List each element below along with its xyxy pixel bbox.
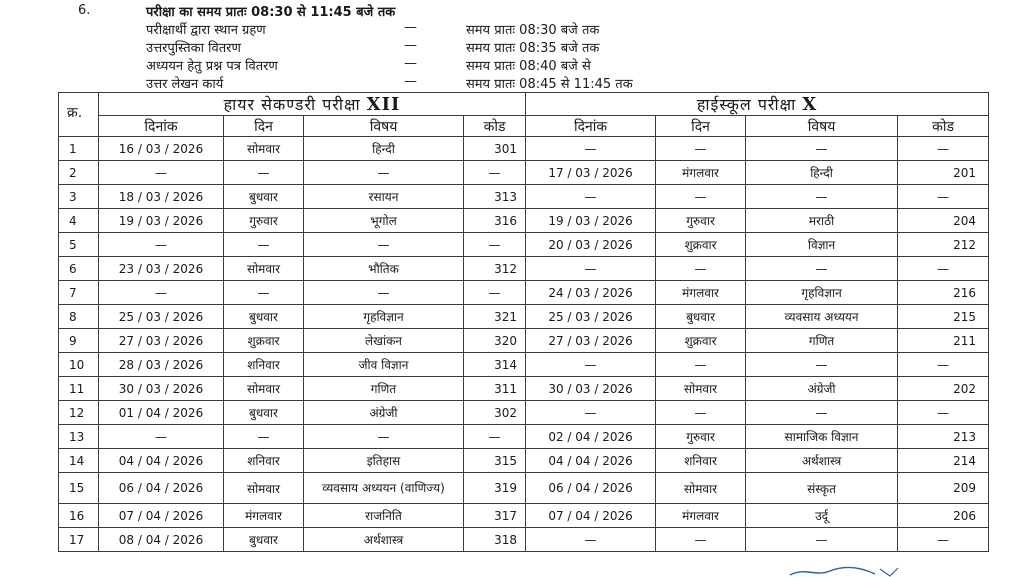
x-subject-cell: विज्ञान [746, 233, 898, 257]
x-subject-cell: गृहविज्ञान [746, 281, 898, 305]
schedule-item-dash: — [404, 38, 417, 53]
table-row [59, 329, 989, 353]
serial-number-cell: 3 [59, 185, 99, 209]
serial-number-cell: 14 [59, 449, 99, 473]
serial-number-cell: 5 [59, 233, 99, 257]
x-subject-cell: अंग्रेजी [746, 377, 898, 401]
table-row [59, 209, 989, 233]
column-header-day: दिन [224, 116, 304, 137]
x-date-cell: — [526, 528, 656, 552]
xii-day-cell: गुरुवार [224, 209, 304, 233]
x-code-cell: 211 [898, 329, 989, 353]
x-code-cell: 201 [898, 161, 989, 185]
x-code-cell: 204 [898, 209, 989, 233]
x-date-cell: 25 / 03 / 2026 [526, 305, 656, 329]
x-subject-cell: — [746, 137, 898, 161]
x-date-cell: 06 / 04 / 2026 [526, 473, 656, 504]
notice-header [0, 0, 1024, 92]
xii-day-cell: शुक्रवार [224, 329, 304, 353]
class-x-label: X [802, 94, 818, 115]
serial-number-cell: 10 [59, 353, 99, 377]
x-code-cell: 206 [898, 504, 989, 528]
column-header-subject: विषय [746, 116, 898, 137]
xii-subject-cell: हिन्दी [304, 137, 464, 161]
x-date-cell: 02 / 04 / 2026 [526, 425, 656, 449]
x-code-cell: 216 [898, 281, 989, 305]
xii-code-cell: 321 [464, 305, 526, 329]
table-row [59, 281, 989, 305]
xii-day-cell: सोमवार [224, 137, 304, 161]
x-code-cell: — [898, 353, 989, 377]
xii-subject-cell: लेखांकन [304, 329, 464, 353]
schedule-item [146, 74, 846, 91]
serial-number-cell: 7 [59, 281, 99, 305]
x-code-cell: — [898, 137, 989, 161]
xii-subject-cell: रसायन [304, 185, 464, 209]
x-day-cell: शनिवार [656, 449, 746, 473]
xii-date-cell: 18 / 03 / 2026 [99, 185, 224, 209]
x-date-cell: 07 / 04 / 2026 [526, 504, 656, 528]
x-code-cell: — [898, 528, 989, 552]
x-day-cell: सोमवार [656, 377, 746, 401]
serial-number-cell: 12 [59, 401, 99, 425]
schedule-item-time: समय प्रातः 08:35 बजे तक [466, 41, 600, 56]
x-day-cell: मंगलवार [656, 504, 746, 528]
serial-number-cell: 11 [59, 377, 99, 401]
x-subject-cell: उर्दू [746, 504, 898, 528]
xii-subject-cell: भौतिक [304, 257, 464, 281]
x-subject-cell: — [746, 185, 898, 209]
x-date-cell: 30 / 03 / 2026 [526, 377, 656, 401]
xii-subject-cell: इतिहास [304, 449, 464, 473]
xii-day-cell: बुधवार [224, 401, 304, 425]
xii-date-cell: — [99, 161, 224, 185]
x-code-cell: 209 [898, 473, 989, 504]
serial-number-cell: 2 [59, 161, 99, 185]
xii-date-cell: 06 / 04 / 2026 [99, 473, 224, 504]
x-code-cell: — [898, 401, 989, 425]
x-day-cell: — [656, 528, 746, 552]
xii-subject-cell: गृहविज्ञान [304, 305, 464, 329]
xii-day-cell: — [224, 281, 304, 305]
xii-code-cell: 311 [464, 377, 526, 401]
xii-subject-cell: व्यवसाय अध्ययन (वाणिज्य) [304, 473, 464, 504]
xii-subject-cell: — [304, 281, 464, 305]
x-subject-cell: अर्थशास्त्र [746, 449, 898, 473]
xii-subject-cell: अर्थशास्त्र [304, 528, 464, 552]
serial-number-cell: 16 [59, 504, 99, 528]
xii-code-cell: 315 [464, 449, 526, 473]
table-row [59, 377, 989, 401]
x-day-cell: — [656, 137, 746, 161]
xii-date-cell: — [99, 281, 224, 305]
x-date-cell: — [526, 185, 656, 209]
table-row [59, 185, 989, 209]
serial-number-cell: 9 [59, 329, 99, 353]
table-row [59, 161, 989, 185]
schedule-item-label: अध्ययन हेतु प्रश्न पत्र वितरण [146, 59, 278, 74]
xii-code-cell: 313 [464, 185, 526, 209]
schedule-item [146, 56, 846, 73]
column-header-code: कोड [898, 116, 989, 137]
serial-number-cell: 4 [59, 209, 99, 233]
x-date-cell: 24 / 03 / 2026 [526, 281, 656, 305]
xii-code-cell: 317 [464, 504, 526, 528]
schedule-item-label: उत्तरपुस्तिका वितरण [146, 41, 241, 56]
x-subject-cell: — [746, 257, 898, 281]
schedule-item [146, 20, 846, 37]
column-header-day: दिन [656, 116, 746, 137]
xii-day-cell: शनिवार [224, 353, 304, 377]
xii-date-cell: 19 / 03 / 2026 [99, 209, 224, 233]
xii-subject-cell: अंग्रेजी [304, 401, 464, 425]
xii-date-cell: 27 / 03 / 2026 [99, 329, 224, 353]
high-school-header [526, 93, 989, 116]
x-date-cell: 17 / 03 / 2026 [526, 161, 656, 185]
serial-number-cell: 17 [59, 528, 99, 552]
x-day-cell: — [656, 401, 746, 425]
xii-date-cell: 08 / 04 / 2026 [99, 528, 224, 552]
x-day-cell: मंगलवार [656, 281, 746, 305]
x-date-cell: — [526, 257, 656, 281]
xii-day-cell: बुधवार [224, 528, 304, 552]
schedule-item-time: समय प्रातः 08:45 से 11:45 तक [466, 77, 633, 92]
x-date-cell: — [526, 401, 656, 425]
xii-date-cell: 04 / 04 / 2026 [99, 449, 224, 473]
x-day-cell: सोमवार [656, 473, 746, 504]
xii-code-cell: — [464, 161, 526, 185]
table-row [59, 305, 989, 329]
x-date-cell: 19 / 03 / 2026 [526, 209, 656, 233]
table-row [59, 137, 989, 161]
x-day-cell: बुधवार [656, 305, 746, 329]
schedule-item-label: उत्तर लेखन कार्य [146, 77, 224, 92]
schedule-item-time: समय प्रातः 08:30 बजे तक [466, 23, 600, 38]
schedule-item-time: समय प्रातः 08:40 बजे से [466, 59, 591, 74]
xii-date-cell: 28 / 03 / 2026 [99, 353, 224, 377]
xii-day-cell: बुधवार [224, 305, 304, 329]
xii-subject-cell: — [304, 161, 464, 185]
xii-date-cell: 25 / 03 / 2026 [99, 305, 224, 329]
xii-date-cell: 30 / 03 / 2026 [99, 377, 224, 401]
x-day-cell: — [656, 185, 746, 209]
x-day-cell: — [656, 353, 746, 377]
xii-code-cell: 302 [464, 401, 526, 425]
high-school-title: हाईस्कूल परीक्षा [696, 95, 797, 114]
xii-code-cell: 319 [464, 473, 526, 504]
x-day-cell: — [656, 257, 746, 281]
x-subject-cell: सामाजिक विज्ञान [746, 425, 898, 449]
x-code-cell: 202 [898, 377, 989, 401]
table-row [59, 425, 989, 449]
x-code-cell: — [898, 257, 989, 281]
xii-code-cell: — [464, 281, 526, 305]
class-xii-label: XII [366, 94, 401, 115]
table-row [59, 401, 989, 425]
table-row [59, 353, 989, 377]
x-code-cell: — [898, 185, 989, 209]
x-date-cell: 04 / 04 / 2026 [526, 449, 656, 473]
x-day-cell: शुक्रवार [656, 329, 746, 353]
schedule-item-dash: — [404, 20, 417, 35]
table-row [59, 449, 989, 473]
serial-number-cell: 6 [59, 257, 99, 281]
xii-day-cell: — [224, 161, 304, 185]
xii-code-cell: 316 [464, 209, 526, 233]
x-date-cell: 27 / 03 / 2026 [526, 329, 656, 353]
serial-number-cell: 1 [59, 137, 99, 161]
xii-day-cell: मंगलवार [224, 504, 304, 528]
higher-secondary-title: हायर सेकण्डरी परीक्षा [223, 95, 361, 114]
xii-subject-cell: — [304, 425, 464, 449]
table-row [59, 233, 989, 257]
x-subject-cell: — [746, 353, 898, 377]
xii-day-cell: सोमवार [224, 257, 304, 281]
table-row [59, 257, 989, 281]
section-number: 6. [78, 3, 91, 18]
xii-subject-cell: भूगोल [304, 209, 464, 233]
table-row [59, 528, 989, 552]
exam-time-title: परीक्षा का समय प्रातः 08:30 से 11:45 बजे तक [146, 5, 396, 20]
x-code-cell: 213 [898, 425, 989, 449]
xii-day-cell: बुधवार [224, 185, 304, 209]
table-row [59, 504, 989, 528]
x-day-cell: गुरुवार [656, 425, 746, 449]
serial-header: क्र. [59, 93, 99, 137]
higher-secondary-header [99, 93, 526, 116]
xii-code-cell: 320 [464, 329, 526, 353]
xii-date-cell: 07 / 04 / 2026 [99, 504, 224, 528]
serial-number-cell: 13 [59, 425, 99, 449]
exam-timetable [58, 92, 989, 552]
serial-number-cell: 8 [59, 305, 99, 329]
x-subject-cell: गणित [746, 329, 898, 353]
x-date-cell: — [526, 353, 656, 377]
xii-subject-cell: — [304, 233, 464, 257]
column-header-date: दिनांक [99, 116, 224, 137]
xii-date-cell: — [99, 425, 224, 449]
x-day-cell: शुक्रवार [656, 233, 746, 257]
x-subject-cell: मराठी [746, 209, 898, 233]
schedule-item-label: परीक्षार्थी द्वारा स्थान ग्रहण [146, 23, 266, 38]
x-code-cell: 214 [898, 449, 989, 473]
column-header-code: कोड [464, 116, 526, 137]
x-date-cell: — [526, 137, 656, 161]
x-subject-cell: हिन्दी [746, 161, 898, 185]
xii-day-cell: — [224, 425, 304, 449]
column-header-date: दिनांक [526, 116, 656, 137]
xii-code-cell: — [464, 233, 526, 257]
x-day-cell: मंगलवार [656, 161, 746, 185]
xii-code-cell: 314 [464, 353, 526, 377]
x-subject-cell: — [746, 401, 898, 425]
x-date-cell: 20 / 03 / 2026 [526, 233, 656, 257]
schedule-item [146, 38, 846, 55]
x-subject-cell: संस्कृत [746, 473, 898, 504]
column-header-subject: विषय [304, 116, 464, 137]
xii-date-cell: — [99, 233, 224, 257]
x-subject-cell: व्यवसाय अध्ययन [746, 305, 898, 329]
x-code-cell: 215 [898, 305, 989, 329]
x-subject-cell: — [746, 528, 898, 552]
xii-date-cell: 23 / 03 / 2026 [99, 257, 224, 281]
xii-day-cell: शनिवार [224, 449, 304, 473]
signature-mark [780, 565, 930, 577]
xii-day-cell: सोमवार [224, 473, 304, 504]
serial-number-cell: 15 [59, 473, 99, 504]
xii-day-cell: — [224, 233, 304, 257]
x-day-cell: गुरुवार [656, 209, 746, 233]
xii-subject-cell: गणित [304, 377, 464, 401]
x-code-cell: 212 [898, 233, 989, 257]
xii-day-cell: सोमवार [224, 377, 304, 401]
schedule-item-dash: — [404, 74, 417, 89]
xii-code-cell: 301 [464, 137, 526, 161]
schedule-item-dash: — [404, 56, 417, 71]
table-row [59, 473, 989, 504]
xii-subject-cell: जीव विज्ञान [304, 353, 464, 377]
xii-date-cell: 16 / 03 / 2026 [99, 137, 224, 161]
xii-subject-cell: राजनिति [304, 504, 464, 528]
xii-code-cell: 312 [464, 257, 526, 281]
xii-code-cell: — [464, 425, 526, 449]
xii-date-cell: 01 / 04 / 2026 [99, 401, 224, 425]
xii-code-cell: 318 [464, 528, 526, 552]
